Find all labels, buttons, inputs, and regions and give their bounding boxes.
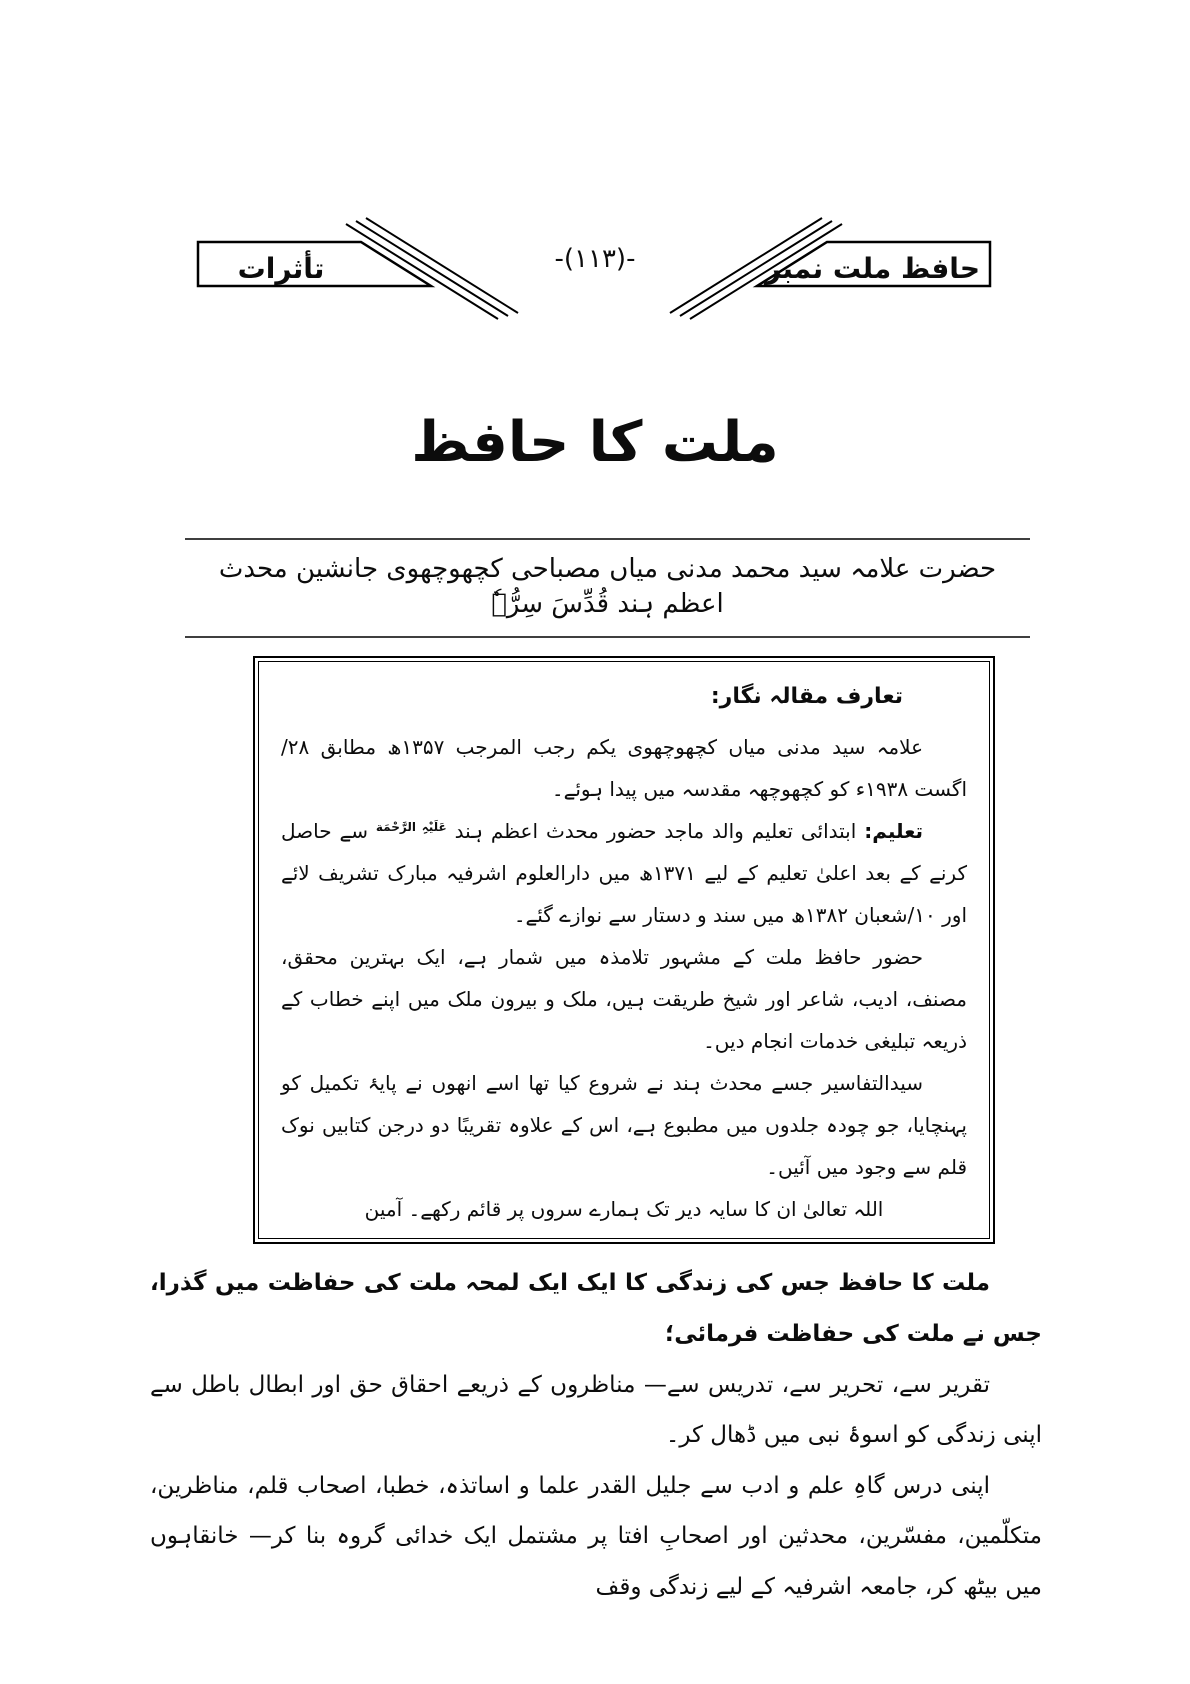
header-right-box <box>662 218 992 322</box>
author-intro-box <box>253 656 995 1244</box>
intro-paragraph-birth: علامہ سید مدنی میاں کچھوچھوی یکم رجب المرجب ۱۳۵۷ھ مطابق ۲۸/اگست ۱۹۳۸ء کو کچھوچھہ مقدسہ میں پیدا ہوئے۔ <box>281 735 967 802</box>
page-number: -(۱۱۳)- <box>554 244 636 274</box>
education-label: تعلیم: <box>864 819 924 844</box>
body-paragraph-legacy: اپنی درس گاہِ علم و ادب سے جلیل القدر علما و اساتذہ، خطبا، اصحاب قلم، مناظرین، متکلّمین، مفسّرین، محدثین اور اصحابِ افتا پر مشتمل ایک خدائی گروہ بنا کر— خانقاہوں میں بیٹھ کر، جامعہ اشرفیہ کے لیے زندگی وقف <box>150 1472 1042 1600</box>
intro-closing-dua: اللہ تعالیٰ ان کا سایہ دیر تک ہمارے سروں پر قائم رکھے۔ آمین <box>364 1197 884 1222</box>
header-right-label: حافظ ملت نمبر <box>764 252 980 285</box>
article-subtitle: حضرت علامہ سید محمد مدنی میاں مصباحی کچھوچھوی جانشین محدث اعظم ہند قُدِّسَ سِرُّہٗ <box>218 554 997 620</box>
intro-paragraph-education <box>281 810 967 936</box>
honorific-mark: عَلَیْہِ الرَّحْمَة <box>375 820 447 835</box>
intro-paragraph-works: سیدالتفاسیر جسے محدث ہند نے شروع کیا تھا اسے انھوں نے پایۂ تکمیل کو پہنچایا، جو چودہ جلدوں میں مطبوع ہے، اس کے علاوہ تقریبًا دو درجن کتابیں نوک قلم سے وجود میں آئیں۔ <box>281 1071 967 1180</box>
education-text-rest: سے حاصل کرنے کے بعد اعلیٰ تعلیم کے لیے ۱۳۷۱ھ میں دارالعلوم اشرفیہ مبارک تشریف لائے اور ۱۰/شعبان ۱۳۸۲ھ میں سند و دستار سے نوازے گئے۔ <box>281 819 967 928</box>
subtitle-divider-top <box>185 538 1030 540</box>
subtitle-divider-bottom <box>185 636 1030 638</box>
body-paragraph-means: تقریر سے، تحریر سے، تدریس سے— مناظروں کے ذریعے احقاق حق اور ابطال باطل سے اپنی زندگی کو اسوۂ نبی میں ڈھال کر۔ <box>150 1371 1042 1449</box>
article-title: ملت کا حافظ <box>411 410 779 475</box>
body-lead-paragraph: ملت کا حافظ جس کی زندگی کا ایک ایک لمحہ ملت کی حفاظت میں گذرا، جس نے ملت کی حفاظت فرمائی؛ <box>150 1270 1042 1347</box>
header-left-label: تأثرات <box>237 252 325 285</box>
intro-box-heading: تعارف مقالہ نگار: <box>710 684 903 710</box>
article-body <box>150 1258 1042 1612</box>
intro-paragraph-status: حضور حافظ ملت کے مشہور تلامذہ میں شمار ہے، ایک بہترین محقق، مصنف، ادیب، شاعر اور شیخ طریقت ہیں، ملک و بیرون ملک میں اپنے خطاب کے ذریعہ تبلیغی خدمات انجام دیں۔ <box>281 945 967 1054</box>
education-text-start: ابتدائی تعلیم والد ماجد حضور محدث اعظم ہند <box>454 819 857 844</box>
